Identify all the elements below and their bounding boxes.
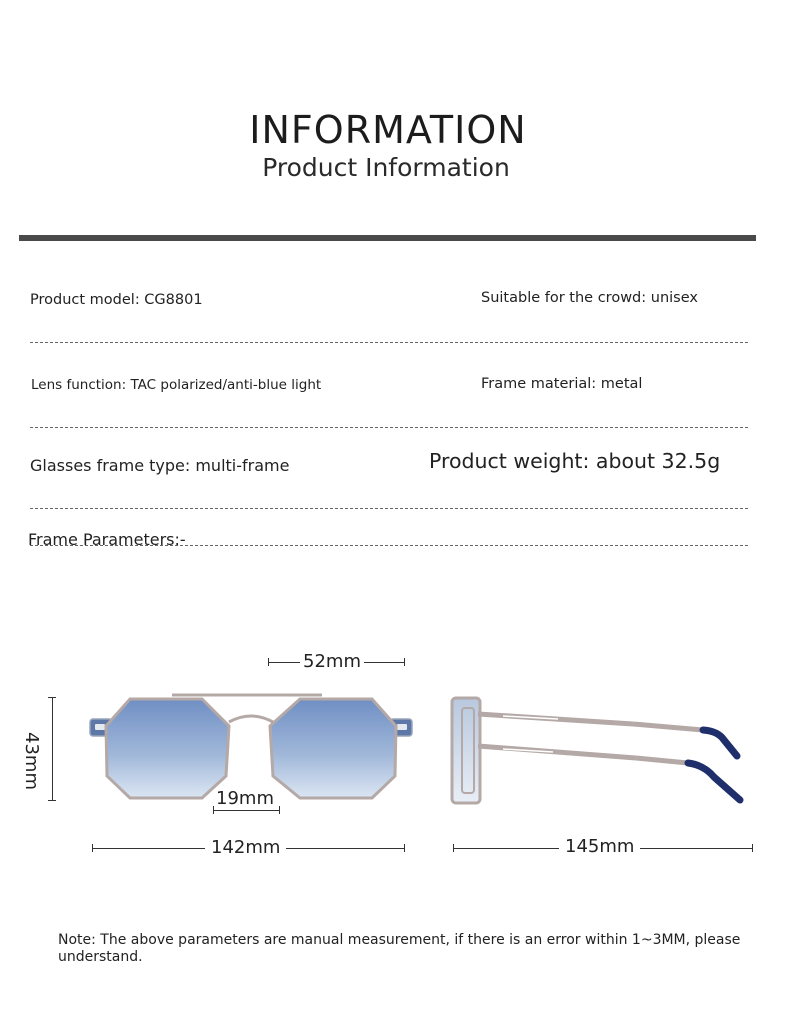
- dimension-tick: [48, 800, 56, 801]
- temple-length-label: 145mm: [559, 837, 640, 857]
- bridge-line: [213, 810, 279, 811]
- dimension-tick: [404, 844, 405, 852]
- lens-height-line: [52, 697, 53, 800]
- left-lens: [106, 699, 229, 798]
- lens-height-label: 43mm: [21, 732, 42, 790]
- spec-lens-function: Lens function: TAC polarized/anti-blue light: [31, 377, 322, 393]
- row-divider: [30, 427, 748, 428]
- lens-width-label: 52mm: [300, 652, 364, 672]
- measurement-note: Note: The above parameters are manual measurement, if there is an error within 1~3MM, please understand.: [58, 932, 741, 965]
- right-lens: [270, 699, 396, 798]
- dimension-tick: [752, 844, 753, 852]
- spec-frame-type: Glasses frame type: multi-frame: [30, 456, 290, 475]
- dimension-tick: [279, 806, 280, 814]
- spec-frame-material: Frame material: metal: [481, 376, 643, 392]
- spec-frame-parameters: Frame Parameters:-: [28, 530, 186, 549]
- row-divider: [30, 342, 748, 343]
- spec-suitable-crowd: Suitable for the crowd: unisex: [481, 290, 698, 306]
- header-divider: [19, 235, 756, 241]
- glasses-side-view: [448, 690, 758, 815]
- page-title: INFORMATION: [249, 108, 527, 152]
- spec-product-model: Product model: CG8801: [30, 292, 203, 308]
- dimension-tick: [404, 658, 405, 666]
- bridge-label: 19mm: [216, 788, 274, 809]
- page-subtitle: Product Information: [262, 153, 510, 182]
- row-divider: [30, 508, 748, 509]
- frame-width-label: 142mm: [205, 838, 286, 858]
- spec-product-weight: Product weight: about 32.5g: [429, 449, 721, 473]
